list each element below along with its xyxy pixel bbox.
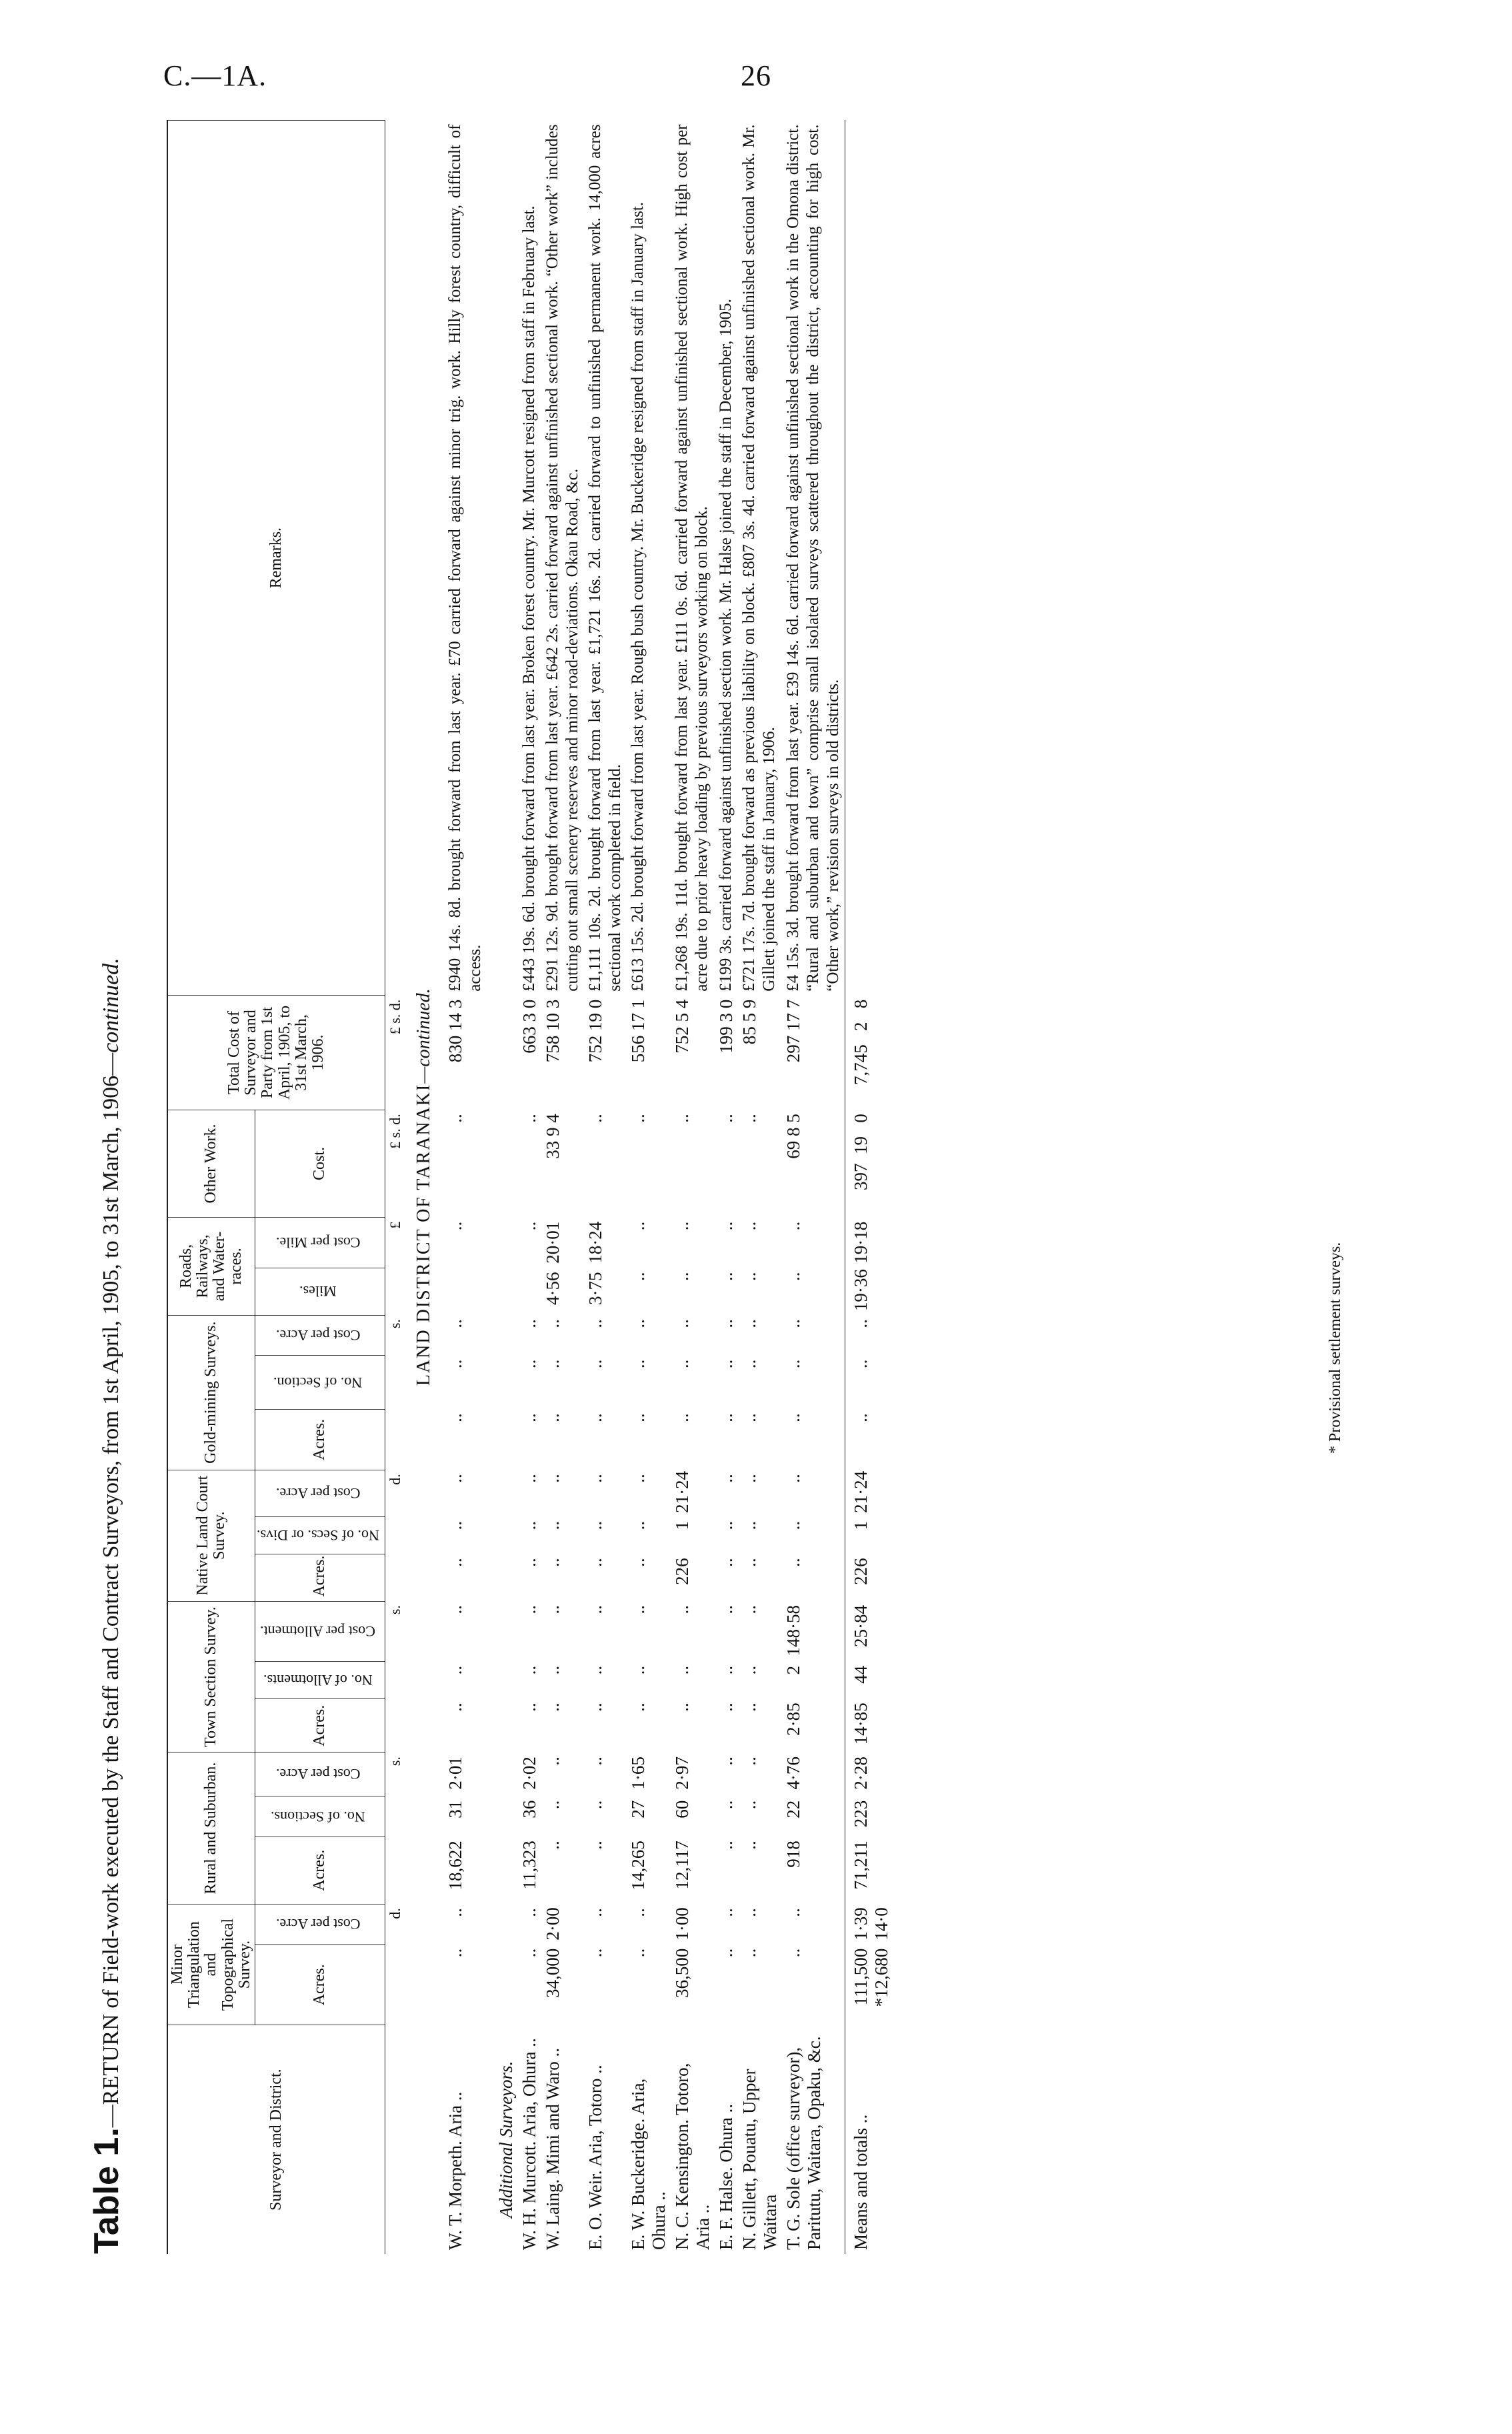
- cell-native-cost: ..: [628, 1474, 649, 1483]
- remarks-cell: £1,111 10s. 2d. brought forward from last year. £1,721 16s. 2d. carried forward to unfinished permanent work. 14,000 acres sectional work completed in field.: [586, 124, 625, 992]
- cell-miles: ..: [716, 1272, 737, 1281]
- cell-town-cost: ..: [445, 1605, 466, 1614]
- total-total: 7,745 2 8: [845, 996, 894, 1110]
- remarks-cell: £4 15s. 3d. brought forward from last year. £39 14s. 6d. carried forward against unfinished sectional work in the Omona district. “Rural and suburban and town” comprise small isolated surveys scattered throughout the district, accounting for high cost. “Other work,” revision surveys in old districts.: [784, 124, 843, 992]
- cell-total: 758 10 3: [543, 999, 563, 1063]
- header-remarks: Remarks.: [167, 121, 385, 996]
- cell-other-cost: ..: [585, 1114, 606, 1123]
- cell-native-cost: ..: [519, 1474, 540, 1483]
- cell-town-acres: ..: [739, 1702, 760, 1712]
- total-town-acres: 14·85: [845, 1698, 894, 1752]
- cell-gold-acres: ..: [445, 1413, 466, 1422]
- surveyor-name: W. H. Murcott. Aria, Ohura ..: [519, 2038, 540, 2250]
- cell-town-cost: ..: [519, 1605, 540, 1614]
- cell-per-mile: ..: [519, 1221, 540, 1231]
- units-row: [385, 121, 406, 2255]
- cell-native-acres: 226: [672, 1558, 693, 1585]
- cell-native-divs: ..: [739, 1520, 760, 1530]
- remarks-cell: £721 17s. 7d. brought forward as previous liability on block. £807 3s. 4d. carried forward against unfinished sectional work. Mr. Gillett joined the staff in January, 1906.: [740, 124, 779, 992]
- total-rural-acres: 71,211: [845, 1837, 894, 1904]
- cell-native-acres: ..: [585, 1558, 606, 1567]
- cell-rural-cost: ..: [716, 1756, 737, 1766]
- cell-rural-sec: ..: [716, 1800, 737, 1810]
- district-continued: —continued.: [413, 988, 435, 1084]
- table-title: [87, 120, 153, 2254]
- cell-rural-cost: 2·01: [445, 1756, 466, 1790]
- total-native-acres: 226: [845, 1554, 894, 1601]
- remarks-cell: £291 12s. 9d. brought forward from last year. £642 2s. carried forward against unfinished sectional work. “Other work” includes cutting out small scenery reserves and minor road-deviations. Okau Road, &c.: [543, 124, 582, 992]
- cell-rural-cost: ..: [585, 1756, 606, 1766]
- return-table: [167, 120, 893, 2254]
- cell-town-allot: ..: [739, 1665, 760, 1675]
- cell-per-mile: ..: [628, 1221, 649, 1231]
- cell-per-mile: 20·01: [543, 1221, 563, 1264]
- surveyor-name: E. W. Buckeridge. Aria, Ohura ..: [628, 2078, 669, 2250]
- cell-native-cost: ..: [585, 1474, 606, 1483]
- cell-rural-acres: ..: [543, 1841, 563, 1850]
- table-row: [627, 121, 671, 2255]
- cell-rural-acres: 12,117: [672, 1841, 693, 1890]
- surveyor-name: E. F. Halse. Ohura ..: [716, 2103, 737, 2250]
- cell-per-mile: 18·24: [585, 1221, 606, 1264]
- remarks-cell: £443 19s. 6d. brought forward from last year. Broken forest country. Mr. Murcott resigned from staff in February last.: [520, 205, 539, 992]
- subheader-miles: Miles.: [299, 1283, 337, 1300]
- cell-town-allot: ..: [628, 1665, 649, 1675]
- cell-minor-cost: 2·00: [543, 1907, 563, 1941]
- cell-native-acres: ..: [543, 1558, 563, 1567]
- cell-town-acres: ..: [519, 1702, 540, 1712]
- table-title-text: —RETURN of Field-work executed by the Staff and Contract Surveyors, from 1st April, 1905, to 31st March, 1906—: [99, 1052, 123, 2128]
- cell-gold-sec: ..: [783, 1359, 804, 1369]
- cell-gold-cost: ..: [585, 1319, 606, 1328]
- cell-gold-cost: ..: [628, 1319, 649, 1328]
- table-number: Table 1.: [87, 2127, 126, 2254]
- remarks-cell: £1,268 19s. 11d. brought forward from last year. £111 0s. 6d. carried forward against unfinished sectional work. High cost per acre due to prior heavy loading by previous surveyors working on block.: [673, 124, 711, 992]
- total-minor-cost: 1·39 14·0: [845, 1904, 894, 1945]
- header-roads: Roads, Railways, and Water-races.: [167, 1218, 255, 1315]
- total-other-cost: 397 19 0: [845, 1110, 894, 1217]
- cell-minor-acres: ..: [445, 1948, 466, 1958]
- cell-minor-cost: ..: [628, 1908, 649, 1917]
- cell-town-acres: ..: [672, 1702, 693, 1712]
- cell-total: 199 3 0: [716, 999, 737, 1054]
- cell-other-cost: ..: [716, 1114, 737, 1123]
- cell-town-allot: 2: [783, 1665, 804, 1675]
- cell-rural-acres: 918: [783, 1841, 804, 1868]
- subheader-town-cost: Cost per Allotment.: [260, 1623, 376, 1640]
- cell-total: 85 5 9: [739, 999, 760, 1045]
- total-gold-acres: ..: [845, 1409, 894, 1470]
- cell-rural-cost: 4·76: [783, 1756, 804, 1790]
- subheader-rural-cost: Cost per Acre.: [275, 1766, 361, 1783]
- cell-town-allot: ..: [543, 1665, 563, 1675]
- cell-town-cost: ..: [739, 1605, 760, 1614]
- table-row: [518, 121, 541, 2255]
- cell-town-cost: 148·58: [783, 1605, 804, 1656]
- total-per-mile: 19·18: [845, 1218, 894, 1268]
- header-surveyor: Surveyor and District.: [167, 2025, 385, 2254]
- surveyor-name: T. G. Sole (office surveyor), Paritutu, Waitara, Opaku, &c.: [783, 2036, 825, 2250]
- cell-total: 752 5 4: [672, 999, 693, 1054]
- cell-rural-acres: ..: [739, 1841, 760, 1850]
- cell-rural-acres: 18,622: [445, 1841, 466, 1891]
- unit-d: d.: [387, 1908, 404, 1919]
- cell-town-acres: ..: [585, 1702, 606, 1712]
- cell-town-allot: ..: [672, 1665, 693, 1675]
- cell-rural-sec: ..: [543, 1800, 563, 1810]
- subheader-native-acres: Acres.: [255, 1554, 385, 1601]
- cell-per-mile: ..: [716, 1221, 737, 1231]
- cell-gold-cost: ..: [445, 1319, 466, 1328]
- unit-pound: £: [387, 1221, 404, 1229]
- cell-rural-sec: 60: [672, 1800, 693, 1818]
- cell-rural-acres: ..: [585, 1841, 606, 1850]
- cell-minor-acres: ..: [628, 1948, 649, 1958]
- cell-total: 752 19 0: [585, 999, 606, 1063]
- cell-gold-cost: ..: [672, 1319, 693, 1328]
- cell-per-mile: ..: [783, 1221, 804, 1231]
- cell-other-cost: ..: [739, 1114, 760, 1123]
- cell-town-cost: ..: [716, 1605, 737, 1614]
- cell-other-cost: 69 8 5: [783, 1114, 804, 1159]
- cell-other-cost: ..: [628, 1114, 649, 1123]
- cell-other-cost: ..: [519, 1114, 540, 1123]
- table-row: [444, 121, 487, 2255]
- cell-per-mile: ..: [739, 1221, 760, 1231]
- cell-miles: [444, 1268, 487, 1315]
- header-rural-suburban: Rural and Suburban.: [167, 1752, 255, 1904]
- cell-minor-acres: ..: [783, 1948, 804, 1958]
- total-miles: 19·36: [845, 1268, 894, 1315]
- surveyor-name: N. C. Kensington. Totoro, Aria ..: [672, 2063, 713, 2250]
- cell-town-acres: 2·85: [783, 1702, 804, 1736]
- cell-native-cost: ..: [543, 1474, 563, 1483]
- cell-rural-sec: ..: [585, 1800, 606, 1810]
- cell-town-cost: ..: [543, 1605, 563, 1614]
- additional-surveyors-row: [487, 121, 518, 2255]
- cell-rural-sec: 31: [445, 1800, 466, 1818]
- cell-gold-sec: ..: [519, 1359, 540, 1369]
- subheader-minor-cost: Cost per Acre.: [275, 1916, 361, 1933]
- cell-town-acres: ..: [716, 1702, 737, 1712]
- cell-total: 663 3 0: [519, 999, 540, 1054]
- cell-town-allot: ..: [716, 1665, 737, 1675]
- cell-minor-cost: ..: [716, 1908, 737, 1917]
- cell-native-divs: ..: [628, 1520, 649, 1530]
- cell-gold-acres: ..: [628, 1413, 649, 1422]
- total-gold-cost: ..: [845, 1315, 894, 1356]
- cell-miles: 4·56: [543, 1272, 563, 1305]
- subheader-native-cost: Cost per Acre.: [275, 1485, 361, 1502]
- cell-per-mile: ..: [445, 1221, 466, 1231]
- cell-rural-acres: 11,323: [519, 1841, 540, 1890]
- header-gold-mining: Gold-mining Surveys.: [167, 1315, 255, 1470]
- cell-native-acres: ..: [716, 1558, 737, 1567]
- cell-native-divs: ..: [543, 1520, 563, 1530]
- cell-native-divs: ..: [445, 1520, 466, 1530]
- cell-total: 830 14 3: [445, 999, 466, 1063]
- cell-rural-acres: 14,265: [628, 1841, 649, 1891]
- cell-native-divs: 1: [672, 1520, 693, 1530]
- cell-rural-cost: ..: [739, 1756, 760, 1766]
- cell-total: 297 17 7: [783, 999, 804, 1063]
- cell-rural-acres: ..: [716, 1841, 737, 1850]
- header-native-land-court: Native Land Court Survey.: [167, 1470, 255, 1601]
- cell-gold-sec: ..: [445, 1359, 466, 1369]
- cell-rural-sec: 36: [519, 1800, 540, 1818]
- cell-miles: [518, 1268, 541, 1315]
- page-reference: C.—1A.: [163, 59, 267, 92]
- subheader-gold-cost: Cost per Acre.: [275, 1326, 361, 1344]
- table-row: [738, 121, 782, 2255]
- cell-gold-cost: ..: [739, 1319, 760, 1328]
- cell-town-allot: ..: [445, 1665, 466, 1675]
- cell-minor-cost: ..: [585, 1908, 606, 1917]
- cell-gold-sec: ..: [739, 1359, 760, 1369]
- total-rural-sec: 223: [845, 1796, 894, 1837]
- footnote: * Provisional settlement surveys.: [1327, 1242, 1344, 1454]
- table-row: [715, 121, 738, 2255]
- cell-minor-cost: 1·00: [672, 1907, 693, 1941]
- cell-town-cost: ..: [628, 1605, 649, 1614]
- cell-miles: ..: [628, 1272, 649, 1281]
- header-other-work: Other Work.: [167, 1110, 255, 1217]
- cell-gold-acres: ..: [716, 1413, 737, 1422]
- cell-native-divs: ..: [716, 1520, 737, 1530]
- cell-minor-cost: ..: [445, 1908, 466, 1917]
- cell-gold-acres: ..: [585, 1413, 606, 1422]
- cell-minor-cost: ..: [783, 1908, 804, 1917]
- cell-town-cost: ..: [585, 1605, 606, 1614]
- cell-native-acres: ..: [628, 1558, 649, 1567]
- table-row: [671, 121, 715, 2255]
- cell-native-divs: ..: [783, 1520, 804, 1530]
- cell-rural-cost: ..: [543, 1756, 563, 1766]
- header-town-section: Town Section Survey.: [167, 1601, 255, 1752]
- cell-town-allot: ..: [519, 1665, 540, 1675]
- rotated-table-page: [87, 120, 1387, 2254]
- cell-miles: 3·75: [585, 1272, 606, 1305]
- cell-native-divs: ..: [585, 1520, 606, 1530]
- unit-s: s.: [387, 1605, 404, 1615]
- cell-gold-cost: ..: [543, 1319, 563, 1328]
- header-total-cost: Total Cost of Surveyor and Party from 1st April, 1905, to 31st March, 1906.: [167, 996, 385, 1110]
- cell-gold-cost: ..: [716, 1319, 737, 1328]
- page-number: 26: [741, 59, 771, 92]
- cell-total: 556 17 1: [628, 999, 649, 1063]
- cell-gold-acres: ..: [783, 1413, 804, 1422]
- cell-gold-acres: ..: [543, 1413, 563, 1422]
- cell-gold-cost: ..: [783, 1319, 804, 1328]
- cell-miles: ..: [672, 1272, 693, 1281]
- totals-label: Means and totals ..: [845, 2025, 894, 2254]
- total-minor-acres: 111,500 *12,680: [845, 1945, 894, 2025]
- surveyor-name: W. T. Morpeth. Aria ..: [445, 2091, 466, 2250]
- remarks-cell: £199 3s. carried forward against unfinished section work. Mr. Halse joined the staff in December, 1905.: [717, 299, 735, 992]
- cell-rural-sec: 22: [783, 1800, 804, 1818]
- surveyor-name: E. O. Weir. Aria, Totoro ..: [585, 2065, 606, 2250]
- total-town-cost: 25·84: [845, 1601, 894, 1662]
- cell-gold-acres: ..: [519, 1413, 540, 1422]
- cell-minor-acres: 36,500: [672, 1948, 693, 1998]
- cell-native-divs: ..: [519, 1520, 540, 1530]
- subheader-native-divs: No. of Secs. or Divs.: [256, 1527, 379, 1544]
- district-name: LAND DISTRICT OF TARANAKI: [413, 1083, 435, 1386]
- cell-native-acres: ..: [783, 1558, 804, 1567]
- cell-miles: ..: [783, 1272, 804, 1281]
- subheader-rural-acres: Acres.: [255, 1837, 385, 1904]
- unit-d: d.: [387, 1474, 404, 1485]
- cell-town-acres: ..: [445, 1702, 466, 1712]
- additional-surveyors-label: Additional Surveyors.: [496, 2061, 517, 2219]
- surveyor-name: N. Gillett, Pouatu, Upper Waitara: [739, 2069, 781, 2250]
- cell-rural-cost: 2·02: [519, 1756, 540, 1790]
- subheader-cost-per-mile: Cost per Mile.: [275, 1234, 361, 1252]
- cell-rural-cost: 2·97: [672, 1756, 693, 1790]
- cell-town-acres: ..: [628, 1702, 649, 1712]
- cell-native-acres: ..: [519, 1558, 540, 1567]
- cell-gold-sec: ..: [585, 1359, 606, 1369]
- cell-minor-acres: 34,000: [543, 1948, 563, 1998]
- cell-minor-cost: ..: [739, 1908, 760, 1917]
- subheader-other-cost: Cost.: [255, 1110, 385, 1217]
- cell-gold-acres: ..: [739, 1413, 760, 1422]
- table-title-continued: continued.: [99, 958, 123, 1053]
- cell-minor-acres: ..: [716, 1948, 737, 1958]
- table-row: [782, 121, 845, 2255]
- total-native-cost: 21·24: [845, 1470, 894, 1517]
- totals-row: [845, 121, 894, 2255]
- surveyor-name: W. Laing. Mimi and Waro ..: [543, 2047, 563, 2250]
- header-minor-triangulation: Minor Triangulation and Topographical Survey.: [167, 1904, 255, 2025]
- cell-native-acres: ..: [739, 1558, 760, 1567]
- cell-native-acres: ..: [445, 1558, 466, 1567]
- cell-minor-cost: ..: [519, 1908, 540, 1917]
- subheader-gold-acres: Acres.: [255, 1409, 385, 1470]
- cell-gold-acres: ..: [672, 1413, 693, 1422]
- cell-per-mile: ..: [672, 1221, 693, 1231]
- unit-s: s.: [387, 1319, 404, 1329]
- cell-town-cost: ..: [672, 1605, 693, 1614]
- cell-rural-sec: 27: [628, 1800, 649, 1818]
- cell-gold-sec: ..: [628, 1359, 649, 1369]
- subheader-gold-section: No. of Section.: [273, 1374, 363, 1391]
- cell-rural-cost: 1·65: [628, 1756, 649, 1790]
- subheader-town-acres: Acres.: [255, 1698, 385, 1752]
- cell-native-cost: ..: [783, 1474, 804, 1483]
- cell-native-cost: ..: [739, 1474, 760, 1483]
- subheader-minor-acres: Acres.: [255, 1945, 385, 2025]
- remarks-cell: £613 15s. 2d. brought forward from last year. Rough bush country. Mr. Buckeridge resigned from staff in January last.: [629, 201, 647, 992]
- cell-other-cost: 33 9 4: [543, 1114, 563, 1159]
- cell-gold-sec: ..: [543, 1359, 563, 1369]
- cell-other-cost: ..: [445, 1114, 466, 1123]
- cell-town-allot: ..: [585, 1665, 606, 1675]
- cell-other-cost: ..: [672, 1114, 693, 1123]
- cell-minor-acres: ..: [739, 1948, 760, 1958]
- cell-native-cost: 21·24: [672, 1470, 693, 1513]
- subheader-rural-sections: No. of Sections.: [271, 1808, 365, 1825]
- cell-gold-sec: ..: [716, 1359, 737, 1369]
- cell-town-acres: ..: [543, 1702, 563, 1712]
- cell-minor-acres: ..: [519, 1948, 540, 1958]
- total-native-divs: 1: [845, 1517, 894, 1554]
- total-gold-sec: ..: [845, 1356, 894, 1410]
- cell-gold-sec: ..: [672, 1359, 693, 1369]
- cell-native-cost: ..: [445, 1474, 466, 1483]
- cell-rural-sec: ..: [739, 1800, 760, 1810]
- unit-lsd: £ s. d.: [387, 999, 404, 1035]
- unit-s: s.: [387, 1756, 404, 1766]
- remarks-cell: £940 14s. 8d. brought forward from last year. £70 carried forward against minor trig. work. Hilly forest country, difficult of access.: [446, 124, 485, 992]
- cell-native-cost: ..: [716, 1474, 737, 1483]
- cell-minor-acres: ..: [585, 1948, 606, 1958]
- unit-lsd: £ s. d.: [387, 1114, 404, 1149]
- table-row: [541, 121, 584, 2255]
- subheader-town-allotments: No. of Allotments.: [263, 1672, 373, 1689]
- table-row: [584, 121, 627, 2255]
- cell-miles: ..: [739, 1272, 760, 1281]
- cell-gold-cost: ..: [519, 1319, 540, 1328]
- total-town-allot: 44: [845, 1662, 894, 1699]
- total-rural-cost: 2·28: [845, 1752, 894, 1796]
- district-heading-row: [405, 121, 444, 2255]
